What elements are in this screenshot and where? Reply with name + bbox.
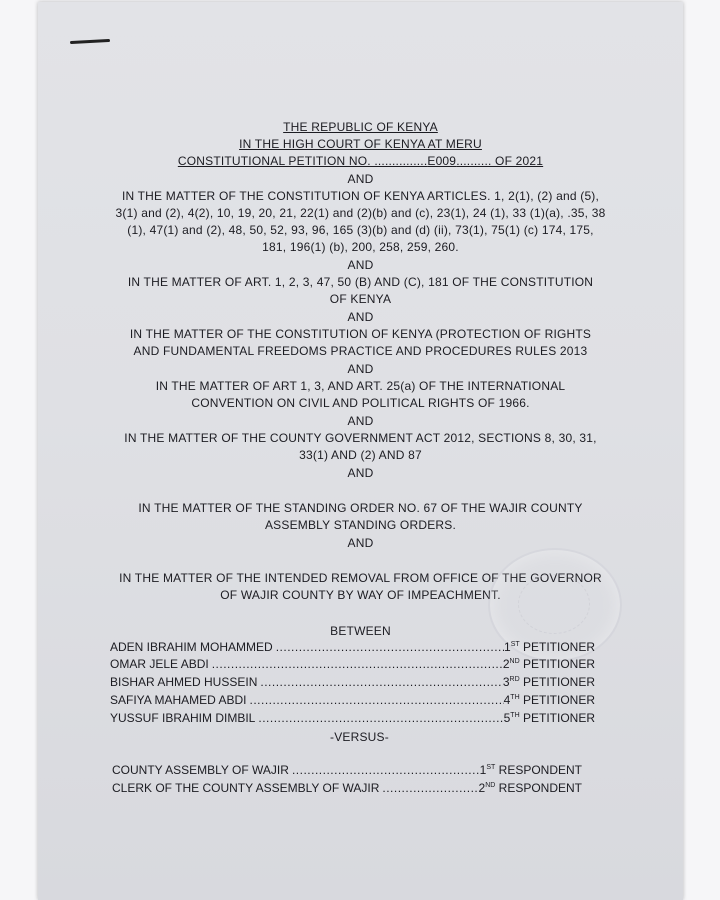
- petitioner-role: [503, 657, 595, 674]
- role-label: PETITIONER: [522, 711, 595, 725]
- petitioner-role: [504, 711, 595, 728]
- matter-convention-line: CONVENTION ON CIVIL AND POLITICAL RIGHTS OF 1966.: [191, 396, 530, 410]
- role-label: PETITIONER: [522, 657, 595, 671]
- ordinal-number: 4: [503, 693, 511, 707]
- ordinal-suffix: ND: [485, 782, 496, 789]
- and-separator: AND: [347, 258, 374, 272]
- role-label: PETITIONER: [522, 693, 595, 707]
- matter-constitution-line: IN THE MATTER OF THE CONSTITUTION OF KENYA ARTICLES. 1, 2(1), (2) and (5),: [121, 189, 600, 203]
- petitioner-row: [110, 693, 595, 710]
- role-label: PETITIONER: [522, 640, 595, 654]
- and-separator: AND: [347, 466, 374, 480]
- matter-constitution-line: 3(1) and (2), 4(2), 10, 19, 20, 21, 22(1) and (2)(b) and (c), 23(1), 24 (1), 33 (1)(a), .35, 38: [115, 206, 606, 220]
- petitioner-name: SAFIYA MAHAMED ABDI: [110, 693, 247, 707]
- petitioner-role: [504, 693, 595, 710]
- respondent-row: [112, 763, 582, 780]
- matter-constitution-line: (1), 47(1) and (2), 48, 50, 52, 93, 96, 165 (3)(b) and (d) (ii), 73(1), 75(1) (c) 174, 175,: [127, 223, 594, 237]
- role-label: RESPONDENT: [498, 763, 582, 777]
- and-separator: AND: [347, 310, 374, 324]
- matter-rules-line: AND FUNDAMENTAL FREEDOMS PRACTICE AND PROCEDURES RULES 2013: [133, 344, 588, 358]
- respondent-row: [112, 781, 582, 798]
- between-label: BETWEEN: [330, 624, 391, 638]
- ordinal-suffix: RD: [509, 676, 520, 683]
- leader-dots: [255, 711, 503, 728]
- matter-removal-line: IN THE MATTER OF THE INTENDED REMOVAL FROM OFFICE OF THE GOVERNOR: [119, 571, 602, 585]
- petitioner-row: [110, 675, 595, 692]
- versus-label: -VERSUS-: [330, 730, 389, 744]
- matter-articles-line: OF KENYA: [329, 292, 392, 306]
- and-separator: AND: [347, 536, 374, 550]
- leader-dots: [209, 657, 503, 674]
- ordinal-number: 2: [478, 781, 486, 795]
- ordinal-suffix: ST: [486, 764, 496, 771]
- petitioner-row: [110, 657, 595, 674]
- leader-dots: [289, 763, 480, 780]
- ordinal-number: 1: [479, 763, 487, 777]
- petitioner-role: [503, 675, 595, 692]
- petition-suffix: .......... OF 2021: [456, 154, 544, 168]
- leader-dots: [273, 640, 504, 657]
- respondent-role: [479, 781, 583, 798]
- petition-number: E009: [427, 154, 457, 168]
- petition-number-line: [38, 153, 683, 170]
- petitioner-name: BISHAR AHMED HUSSEIN: [110, 675, 258, 689]
- matter-articles-line: IN THE MATTER OF ART. 1, 2, 3, 47, 50 (B) AND (C), 181 OF THE CONSTITUTION: [127, 275, 594, 289]
- matter-county-act-line: IN THE MATTER OF THE COUNTY GOVERNMENT ACT 2012, SECTIONS 8, 30, 31,: [124, 431, 597, 445]
- petitioner-name: ADEN IBRAHIM MOHAMMED: [110, 640, 273, 654]
- court-heading: IN THE HIGH COURT OF KENYA AT MERU: [239, 137, 482, 151]
- respondent-name: COUNTY ASSEMBLY OF WAJIR: [112, 763, 289, 777]
- and-separator: AND: [347, 414, 374, 428]
- petitioner-row: [110, 640, 595, 657]
- republic-heading: THE REPUBLIC OF KENYA: [283, 120, 438, 134]
- respondent-role: [480, 763, 582, 780]
- ordinal-suffix: ST: [510, 641, 520, 648]
- and-separator: AND: [347, 172, 374, 186]
- ordinal-number: 3: [502, 675, 510, 689]
- role-label: RESPONDENT: [498, 781, 582, 795]
- leader-dots: [257, 675, 502, 692]
- petitioner-role: [504, 640, 595, 657]
- ordinal-suffix: ND: [509, 658, 520, 665]
- leader-dots: [246, 693, 503, 710]
- petitioner-row: [110, 711, 595, 728]
- petitioner-name: YUSSUF IBRAHIM DIMBIL: [110, 711, 256, 725]
- role-label: PETITIONER: [522, 675, 595, 689]
- petition-prefix: CONSTITUTIONAL PETITION NO. ...............: [177, 154, 428, 168]
- and-separator: AND: [347, 362, 374, 376]
- petitioner-name: OMAR JELE ABDI: [110, 657, 209, 671]
- matter-county-act-line: 33(1) AND (2) AND 87: [299, 448, 422, 462]
- respondent-name: CLERK OF THE COUNTY ASSEMBLY OF WAJIR: [112, 781, 380, 795]
- matter-rules-line: IN THE MATTER OF THE CONSTITUTION OF KENYA (PROTECTION OF RIGHTS: [129, 327, 592, 341]
- leader-dots: [379, 781, 478, 798]
- matter-convention-line: IN THE MATTER OF ART 1, 3, AND ART. 25(a) OF THE INTERNATIONAL: [155, 379, 566, 393]
- ordinal-number: 2: [502, 657, 510, 671]
- ordinal-number: 1: [504, 640, 511, 654]
- matter-removal-line: OF WAJIR COUNTY BY WAY OF IMPEACHMENT.: [220, 588, 501, 602]
- ordinal-suffix: TH: [510, 712, 520, 719]
- matter-standing-order-line: ASSEMBLY STANDING ORDERS.: [264, 518, 457, 532]
- matter-standing-order-line: IN THE MATTER OF THE STANDING ORDER NO. 67 OF THE WAJIR COUNTY: [138, 501, 583, 515]
- ordinal-number: 5: [503, 711, 511, 725]
- ordinal-suffix: TH: [510, 694, 520, 701]
- matter-constitution-line: 181, 196(1) (b), 200, 258, 259, 260.: [262, 240, 459, 254]
